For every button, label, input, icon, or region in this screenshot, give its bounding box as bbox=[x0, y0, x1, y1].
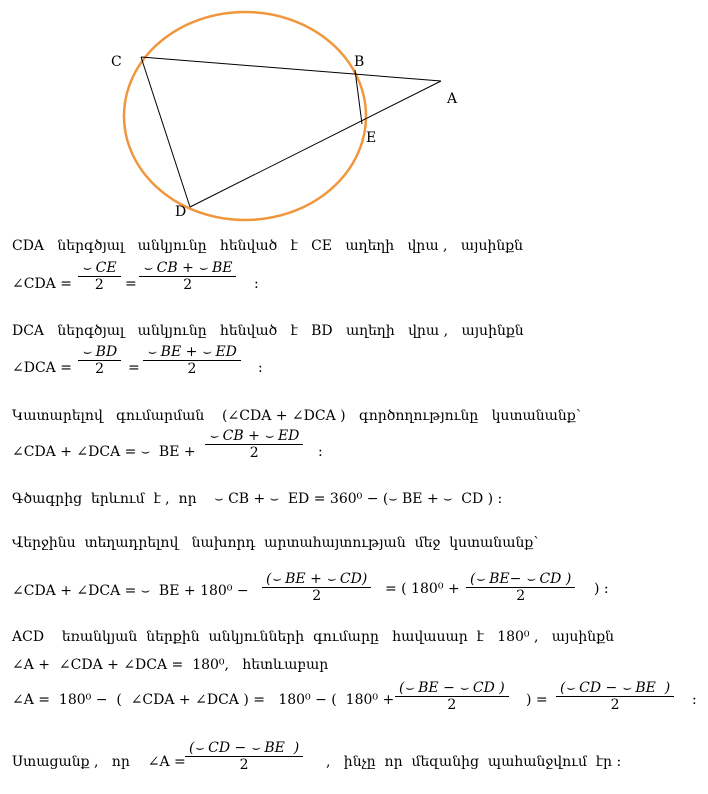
eq-angle-a-frac1 bbox=[395, 680, 509, 713]
eq-sum-lhs: ∠CDA + ∠DCA = ⌣ BE + bbox=[12, 444, 196, 460]
eq-sum-end: : bbox=[318, 444, 323, 460]
eq-angle-a-lhs: ∠A = 180⁰ − ( ∠CDA + ∠DCA ) = 180⁰ − ( 180⁰ + bbox=[12, 692, 395, 708]
eq-subst-frac2 bbox=[466, 571, 575, 604]
eq-subst-frac1-num: (⌣ BE + ⌣ CD) bbox=[262, 571, 371, 588]
segment-DA bbox=[190, 81, 441, 207]
eq-cda-frac2 bbox=[139, 260, 236, 293]
eq-angle-a-frac1-num: (⌣ BE − ⌣ CD ) bbox=[395, 680, 509, 697]
conclusion-frac bbox=[185, 740, 303, 773]
conclusion-end: , ինչը որ մեզանից պահանջվում էր : bbox=[326, 754, 622, 770]
statement-substitute: Վերջինս տեղադրելով նախորդ արտահայտության մեջ կստանանք՝ bbox=[12, 535, 539, 551]
eq-dca-frac2-num: ⌣ BE + ⌣ ED bbox=[143, 344, 241, 361]
segment-CA bbox=[141, 57, 441, 81]
statement-cda-arc: CDA ներգծյալ անկյունը հենված է CE աղեղի վրա , այսինքն bbox=[12, 238, 524, 254]
label-C: C bbox=[111, 54, 122, 70]
eq-dca-end: : bbox=[258, 360, 263, 376]
eq-cda-equals: = bbox=[125, 276, 137, 292]
label-B: B bbox=[354, 54, 365, 70]
eq-dca-frac2 bbox=[143, 344, 241, 377]
eq-cda-frac1-den: 2 bbox=[94, 277, 104, 293]
eq-dca-equals: = bbox=[128, 360, 140, 376]
eq-sum-frac-den: 2 bbox=[249, 445, 259, 461]
eq-cda-frac1 bbox=[78, 260, 121, 293]
eq-cda-lhs: ∠CDA = bbox=[12, 276, 72, 292]
label-E: E bbox=[366, 130, 377, 146]
eq-angle-a-frac2-num: (⌣ CD − ⌣ BE ) bbox=[556, 680, 674, 697]
statement-arc-sum: Գծագրից երևում է , որ ⌣ CB + ⌣ ED = 360⁰ − (⌣ BE + ⌣ CD ) : bbox=[12, 491, 503, 507]
eq-cda-frac2-num: ⌣ CB + ⌣ BE bbox=[139, 260, 236, 277]
eq-dca-frac1 bbox=[78, 344, 121, 377]
statement-triangle-sum: ACD եռանկյան ներքին անկյունների գումարը հավասար է 180⁰ , այսինքն bbox=[12, 629, 615, 645]
eq-subst-end: ) : bbox=[594, 581, 609, 597]
eq-cda-end: : bbox=[254, 276, 259, 292]
eq-angle-a-frac1-den: 2 bbox=[447, 697, 457, 713]
eq-cda-frac2-den: 2 bbox=[183, 277, 193, 293]
geometry-figure bbox=[0, 0, 708, 230]
eq-angle-a-end: : bbox=[692, 692, 697, 708]
eq-dca-frac1-den: 2 bbox=[95, 361, 105, 377]
eq-angle-a-mid: ) = bbox=[526, 692, 548, 708]
eq-subst-frac1 bbox=[262, 571, 371, 604]
label-D: D bbox=[175, 204, 187, 220]
eq-dca-lhs: ∠DCA = bbox=[12, 360, 72, 376]
eq-subst-frac2-den: 2 bbox=[516, 588, 526, 604]
eq-subst-frac2-num: (⌣ BE− ⌣ CD ) bbox=[466, 571, 575, 588]
conclusion-lhs: Ստացանք , որ ∠A = bbox=[12, 754, 186, 770]
eq-subst-frac1-den: 2 bbox=[312, 588, 322, 604]
eq-subst-lhs: ∠CDA + ∠DCA = ⌣ BE + 180⁰ − bbox=[12, 583, 249, 599]
eq-triangle-angles: ∠A + ∠CDA + ∠DCA = 180⁰, հետևաբար bbox=[12, 657, 329, 673]
segment-CD bbox=[141, 57, 190, 207]
eq-sum-frac bbox=[205, 428, 303, 461]
eq-angle-a-frac2-den: 2 bbox=[610, 697, 620, 713]
conclusion-frac-den: 2 bbox=[239, 757, 249, 773]
eq-dca-frac2-den: 2 bbox=[187, 361, 197, 377]
eq-subst-mid: = ( 180⁰ + bbox=[385, 581, 460, 597]
eq-sum-frac-num: ⌣ CB + ⌣ ED bbox=[205, 428, 303, 445]
statement-sum: Կատարելով գումարման (∠CDA + ∠DCA ) գործողությունը կստանանք՝ bbox=[12, 408, 581, 424]
statement-dca-arc: DCA ներգծյալ անկյունը հենված է BD աղեղի վրա , այսինքն bbox=[12, 323, 524, 339]
label-A: A bbox=[447, 91, 458, 107]
conclusion-frac-num: (⌣ CD − ⌣ BE ) bbox=[185, 740, 303, 757]
eq-cda-frac1-num: ⌣ CE bbox=[78, 260, 121, 277]
eq-angle-a-frac2 bbox=[556, 680, 674, 713]
eq-dca-frac1-num: ⌣ BD bbox=[78, 344, 121, 361]
